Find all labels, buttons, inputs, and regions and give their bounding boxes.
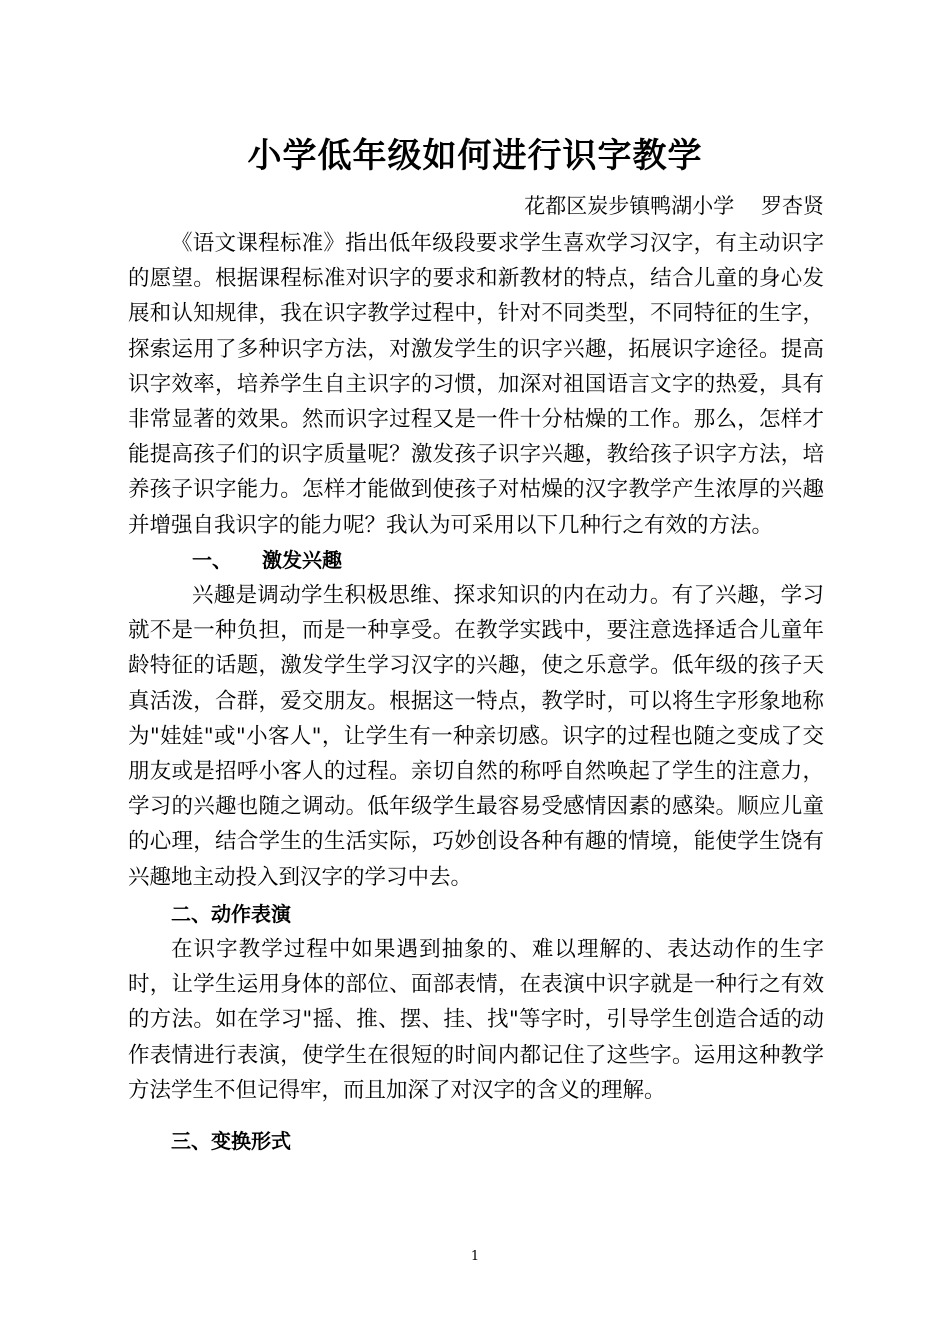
section-paragraph-2: 在识字教学过程中如果遇到抽象的、难以理解的、表达动作的生字时，让学生运用身体的部位、面部表情，在表演中识字就是一种行之有效的方法。如在学习"摇、推、摆、挂、找"等字时，引导学生创造合适的动作表情进行表演，使学生在很短的时间内都记住了这些字。运用这种教学方法学生不但记得牢，而且加深了对汉字的含义的理解。 <box>128 937 824 1103</box>
section-heading-2: 二、动作表演 <box>171 901 291 926</box>
section-number-1: 一、 <box>192 547 232 572</box>
section-title-1: 激发兴趣 <box>262 547 342 572</box>
page-number: 1 <box>470 1249 480 1264</box>
document-body <box>128 226 824 1159</box>
section-heading-1 <box>128 543 824 578</box>
intro-paragraph: 《语文课程标准》指出低年级段要求学生喜欢学习汉字，有主动识字的愿望。根据课程标准对识字的要求和新教材的特点，结合儿童的身心发展和认知规律，我在识字教学过程中，针对不同类型，不同特征的生字，探索运用了多种识字方法，对激发学生的识字兴趣，拓展识字途径。提高识字效率，培养学生自主识字的习惯，加深对祖国语言文字的热爱，具有非常显著的效果。然而识字过程又是一件十分枯燥的工作。那么，怎样才能提高孩子们的识字质量呢？激发孩子识字兴趣，教给孩子识字方法，培养孩子识字能力。怎样才能做到使孩子对枯燥的汉字教学产生浓厚的兴趣并增强自我识字的能力呢？我认为可采用以下几种行之有效的方法。 <box>128 231 824 538</box>
section-paragraph-1: 兴趣是调动学生积极思维、探求知识的内在动力。有了兴趣，学习就不是一种负担，而是一种享受。在教学实践中，要注意选择适合儿童年龄特征的话题，激发学生学习汉字的兴趣，使之乐意学。低年级的孩子天真活泼，合群，爱交朋友。根据这一特点，教学时，可以将生字形象地称为"娃娃"或"小客人"，让学生有一种亲切感。识字的过程也随之变成了交朋友或是招呼小客人的过程。亲切自然的称呼自然唤起了学生的注意力，学习的兴趣也随之调动。低年级学生最容易受感情因素的感染。顺应儿童的心理，结合学生的生活实际，巧妙创设各种有趣的情境，能使学生饶有兴趣地主动投入到汉字的学习中去。 <box>128 583 824 890</box>
author-line: 花都区炭步镇鸭湖小学 罗杏贤 <box>524 194 824 218</box>
document-title: 小学低年级如何进行识字教学 <box>247 136 703 176</box>
section-heading-3: 三、变换形式 <box>171 1129 291 1154</box>
